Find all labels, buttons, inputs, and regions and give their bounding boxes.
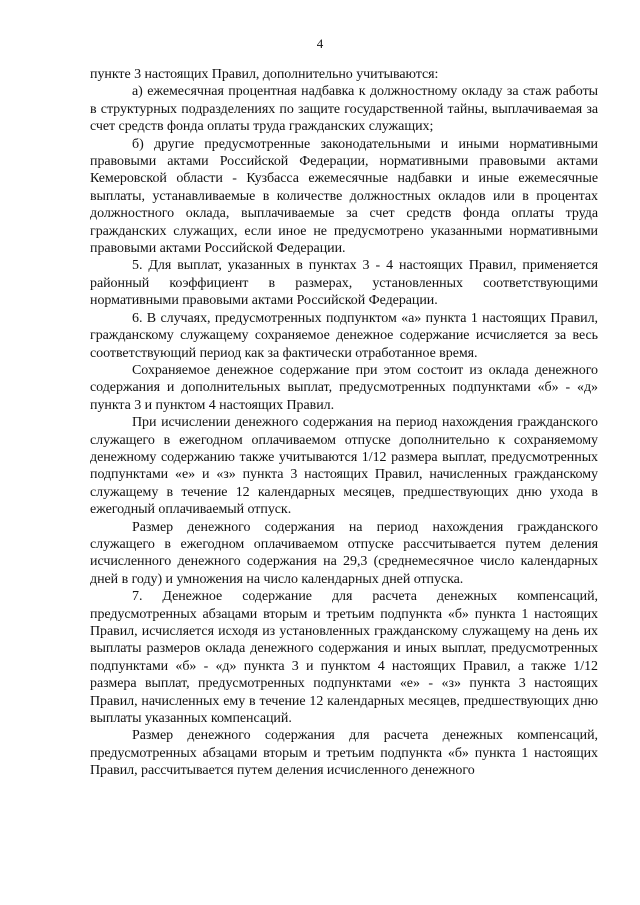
paragraph-item-6: 6. В случаях, предусмотренных подпунктом «а» пункта 1 настоящих Правил, гражданскому служащему сохраняемое денежное содержание исчисляется за весь соответствующий период как за фактически отработанное время. bbox=[90, 310, 598, 361]
paragraph-retained-salary: Сохраняемое денежное содержание при этом состоит из оклада денежного содержания и дополнительных выплат, предусмотренных подпунктами «б» - «д» пункта 3 и пунктом 4 настоящих Правил. bbox=[90, 362, 598, 413]
paragraph-subitem-b: б) другие предусмотренные законодательными и иными нормативными правовыми актами Российской Федерации, нормативными правовыми актами Кемеровской области - Кузбасса ежемесячные надбавки и иные ежемесячные выплаты, устанавливаемые в количестве должностных окладов или в процентах должностного оклада, выплачиваемые за счет средств фонда оплаты труда гражданских служащих, если иное не предусмотрено указанными нормативными правовыми актами Российской Федерации. bbox=[90, 136, 598, 257]
paragraph-compensation-amount: Размер денежного содержания для расчета денежных компенсаций, предусмотренных абзацами вторым и третьим подпункта «б» пункта 1 настоящих Правил, рассчитывается путем деления исчисленного денежного bbox=[90, 728, 598, 779]
paragraph-vacation-amount: Размер денежного содержания на период нахождения гражданского служащего в ежегодном оплачиваемом отпуске рассчитывается путем деления исчисленного денежного содержания на 29,3 (среднемесячное число календарных дней в году) и умножения на число календарных дней отпуска. bbox=[90, 519, 598, 587]
paragraph-subitem-a: а) ежемесячная процентная надбавка к должностному окладу за стаж работы в структурных подразделениях по защите государственной тайны, выплачиваемая за счет средств фонда оплаты труда гражданских служащих; bbox=[90, 84, 598, 135]
paragraph-continuation: пункте 3 настоящих Правил, дополнительно учитываются: bbox=[90, 67, 439, 82]
paragraph-item-5: 5. Для выплат, указанных в пунктах 3 - 4 настоящих Правил, применяется районный коэффициент в размерах, установленных соответствующими нормативными правовыми актами Российской Федерации. bbox=[90, 258, 598, 309]
page-number: 4 bbox=[316, 36, 324, 51]
paragraph-vacation-calculation: При исчислении денежного содержания на период нахождения гражданского служащего в ежегодном оплачиваемом отпуске дополнительно к сохраняемому денежному содержанию также учитываются 1/12 размера выплат, предусмотренных подпунктами «е» и «з» пункта 3 настоящих Правил, начисленных гражданскому служащему в течение 12 календарных месяцев, предшествующих дню ухода в ежегодный оплачиваемый отпуск. bbox=[90, 415, 598, 518]
document-body bbox=[90, 66, 598, 780]
paragraph-item-7: 7. Денежное содержание для расчета денежных компенсаций, предусмотренных абзацами вторым и третьим подпункта «б» пункта 1 настоящих Правил, исчисляется исходя из установленных гражданскому служащему на день их выплаты размеров оклада денежного содержания и иных выплат, предусмотренных подпунктами «б» - «д» пункта 3 и пунктом 4 настоящих Правил, а также 1/12 размера выплат, предусмотренных подпунктами «е» - «з» пункта 3 настоящих Правил, начисленных ему в течение 12 календарных месяцев, предшествующих дню выплаты указанных компенсаций. bbox=[90, 589, 598, 727]
